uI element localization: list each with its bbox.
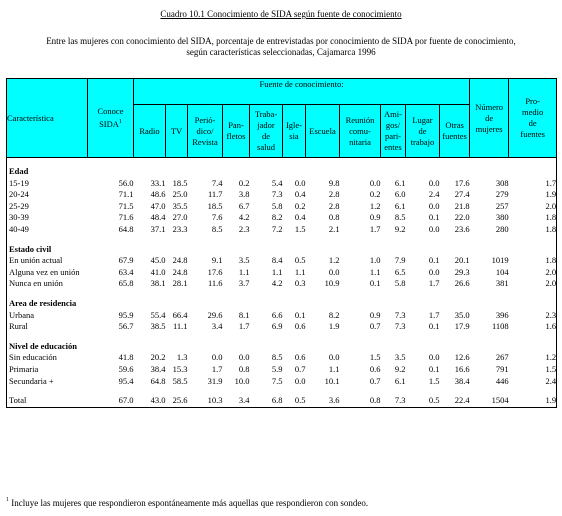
table-cell: 5.8 xyxy=(271,200,283,211)
table-cell: 35.5 xyxy=(172,200,188,211)
table-subtitle-2: según características seleccionadas, Cajamarca 1996 xyxy=(186,47,376,57)
table-cell: 2.3 xyxy=(238,223,250,234)
table-cell: 16.6 xyxy=(454,363,470,374)
table-cell: 0.0 xyxy=(211,352,223,363)
table-cell: 55.4 xyxy=(150,309,166,320)
table-cell: 64.8 xyxy=(118,223,134,234)
table-cell: 18.5 xyxy=(172,177,188,188)
section-estado-civil: Estado civil xyxy=(7,244,557,256)
table-cell: 0.1 xyxy=(294,309,306,320)
table-cell: 45.0 xyxy=(150,255,166,266)
table-subtitle: Entre las mujeres con conocimiento del SIDA, porcentaje de entrevistadas por conocimiento de SIDA por fuente de conocimiento, xyxy=(46,36,516,46)
table-cell: 1.1 xyxy=(238,266,250,277)
table-cell: 9.2 xyxy=(394,363,406,374)
table-cell: 0.0 xyxy=(428,352,440,363)
table-cell: 27.0 xyxy=(172,212,188,223)
table-cell: 5.8 xyxy=(394,278,406,289)
table-cell: 0.2 xyxy=(238,177,250,188)
table-cell: 396 xyxy=(495,309,509,320)
table-cell: 6.1 xyxy=(394,177,406,188)
table-cell: 10.3 xyxy=(188,395,223,407)
table-cell: 65.8 xyxy=(118,278,134,289)
table-cell: 24.8 xyxy=(172,266,188,277)
header-trabajador-salud: Traba- jador de salud xyxy=(250,105,283,158)
table-cell: 1.1 xyxy=(369,266,381,277)
table-cell: 71.5 xyxy=(118,200,134,211)
table-row xyxy=(7,352,557,364)
table-cell: 104 xyxy=(495,266,509,277)
table-cell: 0.7 xyxy=(294,363,306,374)
table-cell: 2.0 xyxy=(509,201,557,213)
table-cell: 23.3 xyxy=(172,223,188,234)
table-cell: 7.3 xyxy=(271,189,283,200)
table-cell: 15.3 xyxy=(172,363,188,374)
table-cell: 0.1 xyxy=(428,212,440,223)
table-cell: 1504 xyxy=(470,395,509,407)
table-cell: 0.1 xyxy=(428,321,440,332)
table-cell: 24.8 xyxy=(172,255,188,266)
table-cell: 37.1 xyxy=(150,223,166,234)
header-conoce-sida: Conoce SIDA$^1$ xyxy=(88,79,134,158)
table-cell: 2.3 xyxy=(509,310,557,322)
row-label: 15-19 xyxy=(7,178,88,190)
table-cell: 3.8 xyxy=(238,189,250,200)
table-cell: 71.1 xyxy=(118,189,134,200)
table-cell: 267 xyxy=(495,352,509,363)
table-cell: 8.4 xyxy=(271,255,283,266)
table-cell: 8.5 xyxy=(394,212,406,223)
table-cell: 8.5 xyxy=(271,352,283,363)
row-label: Sin educación xyxy=(7,352,88,364)
table-cell: 1.5 xyxy=(428,375,440,386)
row-label: Nunca en unión xyxy=(7,278,88,290)
footnote-marker: 1 xyxy=(6,497,9,503)
header-reunion: Reunión comu- nitaria xyxy=(340,105,381,158)
header-tv: TV xyxy=(166,105,188,158)
table-cell: 5.4 xyxy=(271,177,283,188)
table-cell: 10.0 xyxy=(234,375,250,386)
table-cell: 280 xyxy=(495,223,509,234)
table-cell: 1.9 xyxy=(509,189,557,201)
table-cell: 67.9 xyxy=(118,255,134,266)
table-cell: 0.3 xyxy=(294,278,306,289)
table-row xyxy=(7,376,557,388)
table-cell: 380 xyxy=(495,212,509,223)
table-cell: 7.3 xyxy=(394,321,406,332)
table-cell: 0.8 xyxy=(238,363,250,374)
table-cell: 26.6 xyxy=(454,278,470,289)
table-cell: 0.0 xyxy=(428,200,440,211)
table-cell: 38.4 xyxy=(150,363,166,374)
table-cell: 0.4 xyxy=(294,189,306,200)
section-educacion: Nivel de educación xyxy=(7,341,557,353)
table-cell: 29.3 xyxy=(454,266,470,277)
table-cell: 7.9 xyxy=(394,255,406,266)
table-cell: 0.9 xyxy=(369,212,381,223)
table-cell: 8.2 xyxy=(328,309,340,320)
row-label: 30-39 xyxy=(7,212,88,224)
table-cell: 8.1 xyxy=(238,309,250,320)
table-cell: 59.6 xyxy=(118,363,134,374)
table-cell: 0.0 xyxy=(294,177,306,188)
table-cell: 63.4 xyxy=(118,266,134,277)
table-cell: 1.2 xyxy=(328,255,340,266)
table-cell: 2.1 xyxy=(328,223,340,234)
table-cell: 11.1 xyxy=(172,321,188,332)
table-cell: 0.0 xyxy=(238,352,250,363)
table-cell: 0.1 xyxy=(369,278,381,289)
row-label: 40-49 xyxy=(7,224,88,236)
table-cell: 0.0 xyxy=(428,177,440,188)
row-label: Primaria xyxy=(7,364,88,376)
table-row xyxy=(7,212,557,224)
table-cell: 7.6 xyxy=(211,212,223,223)
table-cell: 58.5 xyxy=(172,375,188,386)
table-cell: 28.1 xyxy=(172,278,188,289)
table-cell: 1.7 xyxy=(509,178,557,190)
table-cell: 1.8 xyxy=(509,224,557,236)
table-cell: 1.7 xyxy=(369,223,381,234)
table-cell: 791 xyxy=(495,363,509,374)
table-cell: 1.5 xyxy=(369,352,381,363)
table-body xyxy=(7,158,557,408)
table-row-total xyxy=(7,395,557,407)
table-cell: 22.4 xyxy=(440,395,470,407)
table-cell: 3.7 xyxy=(238,278,250,289)
table-cell: 4.2 xyxy=(238,212,250,223)
table-cell: 18.5 xyxy=(207,200,223,211)
row-label: Total xyxy=(7,395,88,407)
table-cell: 1.9 xyxy=(328,321,340,332)
table-cell: 7.3 xyxy=(381,395,406,407)
table-cell: 11.6 xyxy=(207,278,223,289)
table-cell: 8.5 xyxy=(211,223,223,234)
table-header xyxy=(7,79,557,158)
table-cell: 38.5 xyxy=(150,321,166,332)
table-cell: 1.8 xyxy=(509,255,557,267)
row-label: 25-29 xyxy=(7,201,88,213)
table-row xyxy=(7,321,557,333)
table-cell: 0.9 xyxy=(369,309,381,320)
table-cell: 43.0 xyxy=(134,395,166,407)
table-cell: 6.7 xyxy=(238,200,250,211)
table-cell: 0.0 xyxy=(428,266,440,277)
table-cell: 10.9 xyxy=(324,278,340,289)
row-label: 20-24 xyxy=(7,189,88,201)
table-row xyxy=(7,267,557,279)
table-cell: 9.8 xyxy=(328,177,340,188)
table-cell: 3.6 xyxy=(306,395,340,407)
header-amigos: Ami- gos/ pari- entes xyxy=(381,105,406,158)
table-cell: 47.0 xyxy=(150,200,166,211)
table-cell: 2.8 xyxy=(328,189,340,200)
header-promedio-fuentes: Pro- medio de fuentes xyxy=(509,79,557,158)
row-label: Alguna vez en unión xyxy=(7,267,88,279)
table-cell: 3.4 xyxy=(211,321,223,332)
table-cell: 2.0 xyxy=(509,267,557,279)
table-cell: 1.5 xyxy=(294,223,306,234)
table-cell: 7.3 xyxy=(394,309,406,320)
table-cell: 31.9 xyxy=(207,375,223,386)
row-label: Urbana xyxy=(7,310,88,322)
table-cell: 6.8 xyxy=(250,395,283,407)
table-cell: 0.5 xyxy=(406,395,440,407)
table-cell: 0.0 xyxy=(428,223,440,234)
table-cell: 0.8 xyxy=(340,395,381,407)
table-cell: 0.5 xyxy=(283,395,306,407)
header-fuente-group: Fuente de conocimiento: xyxy=(134,79,470,105)
table-cell: 381 xyxy=(495,278,509,289)
table-cell: 35.0 xyxy=(454,309,470,320)
table-cell: 17.9 xyxy=(454,321,470,332)
table-cell: 29.6 xyxy=(207,309,223,320)
table-cell: 17.6 xyxy=(454,177,470,188)
table-cell: 257 xyxy=(495,200,509,211)
table-cell: 0.8 xyxy=(328,212,340,223)
table-cell: 4.2 xyxy=(271,278,283,289)
row-label: En unión actual xyxy=(7,255,88,267)
table-cell: 10.1 xyxy=(324,375,340,386)
table-cell: 20.2 xyxy=(150,352,166,363)
table-cell: 38.1 xyxy=(150,278,166,289)
table-row xyxy=(7,364,557,376)
table-cell: 5.9 xyxy=(271,363,283,374)
header-radio: Radio xyxy=(134,105,166,158)
table-cell: 3.5 xyxy=(394,352,406,363)
table-cell: 11.7 xyxy=(207,189,223,200)
header-iglesia: Igle- sia xyxy=(283,105,306,158)
row-label: Rural xyxy=(7,321,88,333)
table-cell: 38.4 xyxy=(454,375,470,386)
table-cell: 41.0 xyxy=(150,266,166,277)
table-cell: 95.4 xyxy=(118,375,134,386)
table-cell: 66.4 xyxy=(172,309,188,320)
table-cell: 0.0 xyxy=(328,266,340,277)
table-row xyxy=(7,278,557,290)
table-cell: 56.0 xyxy=(118,177,134,188)
table-cell: 308 xyxy=(495,177,509,188)
header-escuela: Escuela xyxy=(306,105,340,158)
table-row xyxy=(7,224,557,236)
table-cell: 1.1 xyxy=(271,266,283,277)
table-cell: 12.6 xyxy=(454,352,470,363)
table-cell: 6.6 xyxy=(271,309,283,320)
section-residencia: Area de residencia xyxy=(7,298,557,310)
table-cell: 0.5 xyxy=(294,255,306,266)
table-cell: 27.4 xyxy=(454,189,470,200)
data-table xyxy=(6,78,557,408)
table-cell: 21.8 xyxy=(454,200,470,211)
table-cell: 95.9 xyxy=(118,309,134,320)
table-cell: 7.5 xyxy=(271,375,283,386)
table-cell: 1019 xyxy=(491,255,509,266)
table-cell: 2.0 xyxy=(509,278,557,290)
table-cell: 0.7 xyxy=(369,375,381,386)
table-cell: 6.1 xyxy=(394,200,406,211)
table-title: Cuadro 10.1 Conocimiento de SIDA según fuente de conocimiento xyxy=(160,9,402,19)
table-cell: 67.0 xyxy=(88,395,134,407)
table-cell: 1.5 xyxy=(509,364,557,376)
table-cell: 3.4 xyxy=(223,395,250,407)
table-cell: 0.0 xyxy=(294,375,306,386)
section-edad: Edad xyxy=(7,166,557,178)
table-cell: 25.0 xyxy=(172,189,188,200)
table-cell: 2.8 xyxy=(328,200,340,211)
table-cell: 48.4 xyxy=(150,212,166,223)
table-cell: 9.2 xyxy=(394,223,406,234)
table-row xyxy=(7,310,557,322)
table-cell: 0.0 xyxy=(369,177,381,188)
table-cell: 0.6 xyxy=(294,321,306,332)
table-cell: 3.5 xyxy=(238,255,250,266)
footnote xyxy=(6,497,368,508)
header-lugar-trabajo: Lugar de trabajo xyxy=(406,105,440,158)
table-cell: 7.4 xyxy=(211,177,223,188)
table-cell: 20.1 xyxy=(454,255,470,266)
table-row xyxy=(7,255,557,267)
table-cell: 1.7 xyxy=(238,321,250,332)
table-row xyxy=(7,189,557,201)
table-cell: 0.1 xyxy=(428,363,440,374)
table-cell: 22.0 xyxy=(454,212,470,223)
table-cell: 0.6 xyxy=(369,363,381,374)
table-cell: 56.7 xyxy=(118,321,134,332)
table-cell: 0.6 xyxy=(294,352,306,363)
table-cell: 1.9 xyxy=(509,395,557,407)
table-cell: 41.8 xyxy=(118,352,134,363)
table-cell: 0.1 xyxy=(428,255,440,266)
table-cell: 1.0 xyxy=(369,255,381,266)
table-row xyxy=(7,201,557,213)
table-cell: 8.2 xyxy=(271,212,283,223)
table-cell: 23.6 xyxy=(454,223,470,234)
table-cell: 279 xyxy=(495,189,509,200)
table-row xyxy=(7,178,557,190)
table-cell: 1.7 xyxy=(428,309,440,320)
table-cell: 1108 xyxy=(491,321,509,332)
header-panfletos: Pan- fletos xyxy=(223,105,250,158)
table-cell: 0.7 xyxy=(369,321,381,332)
row-label: Secundaria + xyxy=(7,376,88,388)
table-cell: 1.3 xyxy=(176,352,188,363)
table-cell: 25.6 xyxy=(166,395,188,407)
footnote-text: Incluye las mujeres que respondieron espontáneamente más aquellas que respondieron con sondeo. xyxy=(11,498,369,508)
table-cell: 6.1 xyxy=(394,375,406,386)
table-cell: 1.1 xyxy=(328,363,340,374)
table-cell: 9.1 xyxy=(211,255,223,266)
table-cell: 64.8 xyxy=(150,375,166,386)
table-cell: 446 xyxy=(495,375,509,386)
table-cell: 6.0 xyxy=(394,189,406,200)
table-cell: 71.6 xyxy=(118,212,134,223)
table-cell: 2.4 xyxy=(509,376,557,388)
table-cell: 1.1 xyxy=(294,266,306,277)
table-cell: 1.7 xyxy=(428,278,440,289)
table-cell: 17.6 xyxy=(207,266,223,277)
table-cell: 0.2 xyxy=(369,189,381,200)
header-numero-mujeres: Número de mujeres xyxy=(470,79,509,158)
table-cell: 7.2 xyxy=(271,223,283,234)
table-cell: 0.2 xyxy=(294,200,306,211)
table-cell: 1.6 xyxy=(509,321,557,333)
header-periodico: Perió- dico/ Revista xyxy=(188,105,223,158)
header-otras-fuentes: Otras fuentes xyxy=(440,105,470,158)
header-caracteristica: Característica xyxy=(7,79,88,158)
table-cell: 6.5 xyxy=(394,266,406,277)
table-cell: 1.2 xyxy=(369,200,381,211)
table-cell: 48.6 xyxy=(150,189,166,200)
table-cell: 0.0 xyxy=(328,352,340,363)
table-cell: 33.1 xyxy=(150,177,166,188)
table-cell: 1.8 xyxy=(509,212,557,224)
table-cell: 6.9 xyxy=(271,321,283,332)
table-cell: 2.4 xyxy=(428,189,440,200)
table-cell: 0.4 xyxy=(294,212,306,223)
table-cell: 1.7 xyxy=(211,363,223,374)
table-cell: 1.2 xyxy=(509,352,557,364)
